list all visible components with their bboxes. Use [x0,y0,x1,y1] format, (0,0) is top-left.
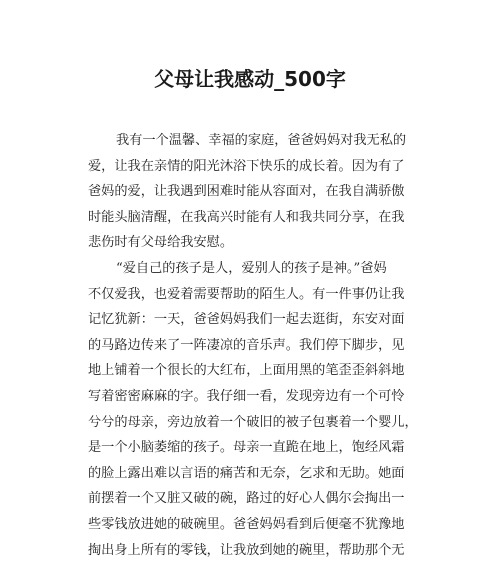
paragraph-1-line-2: 爱，让我在亲情的阳光沐浴下快乐的成长着。因为有了 [88,158,405,174]
paragraph-2-line-8: 是一个小脑萎缩的孩子。母亲一直跪在地上，饱经风霜 [88,440,405,456]
paragraph-2-line-2: 不仅爱我，也爱着需要帮助的陌生人。有一件事仍让我 [88,286,405,302]
paragraph-2-line-1: “爱自己的孩子是人，爱别人的孩子是神。”爸妈 [116,260,387,276]
paragraph-2-line-10: 前摆着一个又脏又破的碗，路过的好心人偶尔会掏出一 [88,491,405,507]
paragraph-2-line-3: 记忆犹新：一天，爸爸妈妈我们一起去逛街，东安对面 [88,312,405,328]
paragraph-1-line-3: 爸妈的爱，让我遇到困难时能从容面对，在我自满骄傲 [88,184,405,200]
document-title: 父母让我感动_500字 [154,67,346,91]
paragraph-2-line-4: 的马路边传来了一阵凄凉的音乐声。我们停下脚步，见 [88,337,405,353]
paragraph-1-line-4: 时能头脑清醒，在我高兴时能有人和我共同分享，在我 [88,209,405,225]
paragraph-1-line-5: 悲伤时有父母给我安慰。 [88,235,234,251]
paragraph-2-line-12: 掏出身上所有的零钱，让我放到她的碗里，帮助那个无 [88,542,405,558]
paragraph-2-line-7: 兮兮的母亲，旁边放着一个破旧的被子包裹着一个婴儿， [88,414,418,430]
document-body [88,128,428,563]
paragraph-2-line-9: 的脸上露出难以言语的痛苦和无奈，乞求和无助。她面 [88,465,405,481]
paragraph-1-line-1: 我有一个温馨、幸福的家庭，爸爸妈妈对我无私的 [116,133,407,148]
paragraph-2-line-6: 写着密密麻麻的字。我仔细一看，发现旁边有一个可怜 [88,388,405,404]
paragraph-2-line-5: 地上铺着一个很长的大红布，上面用黑的笔歪歪斜斜地 [88,363,405,379]
paragraph-2-line-11: 些零钱放进她的破碗里。爸爸妈妈看到后便毫不犹豫地 [88,516,405,532]
